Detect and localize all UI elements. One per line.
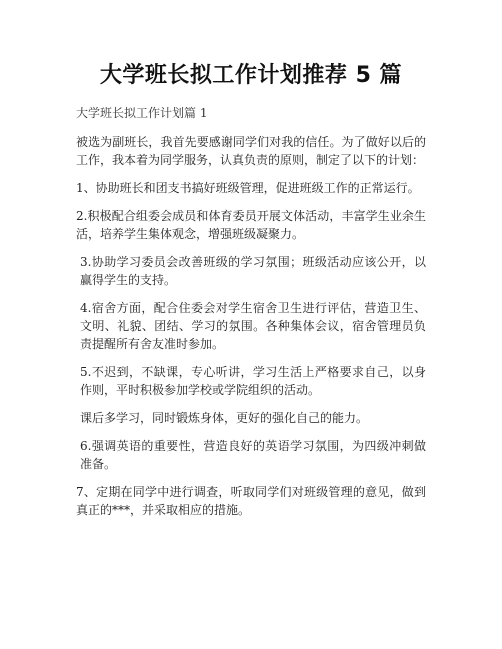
paragraph-item-2: 2.积极配合组委会成员和体育委员开展文体活动，丰富学生业余生活，培养学生集体观念，增强班级凝聚力。 <box>76 209 426 241</box>
paragraph-item-3: 3.协助学习委员会改善班级的学习氛围；班级活动应该公开，以赢得学生的支持。 <box>80 255 426 287</box>
document-title: 大学班长拟工作计划推荐 5 篇 <box>99 63 403 88</box>
paragraph-item-4: 4.宿舍方面，配合住委会对学生宿舍卫生进行评估，营造卫生、文明、礼貌、团结、学习的氛围。各种集体会议，宿舍管理员负责提醒所有舍友准时参加。 <box>80 301 426 351</box>
paragraph-item-6: 6.强调英语的重要性，营造良好的英语学习氛围，为四级冲刺做准备。 <box>80 439 426 471</box>
document-subtitle: 大学班长拟工作计划篇 1 <box>76 106 208 120</box>
paragraph-intro: 被选为副班长，我首先要感谢同学们对我的信任。为了做好以后的工作，我本着为同学服务，认真负责的原则，制定了以下的计划： <box>76 135 426 167</box>
paragraph-item-1: 1、协助班长和团支书搞好班级管理，促进班级工作的正常运行。 <box>76 181 420 195</box>
paragraph-extra: 课后多学习，同时锻炼身体，更好的强化自己的能力。 <box>80 411 369 425</box>
paragraph-item-5: 5.不迟到，不缺课，专心听讲，学习生活上严格要求自己，以身作则，平时积极参加学校或学院组织的活动。 <box>80 365 426 397</box>
paragraph-item-7: 7、定期在同学中进行调查，听取同学们对班级管理的意见，做到真正的***，并采取相应的措施。 <box>76 485 426 517</box>
